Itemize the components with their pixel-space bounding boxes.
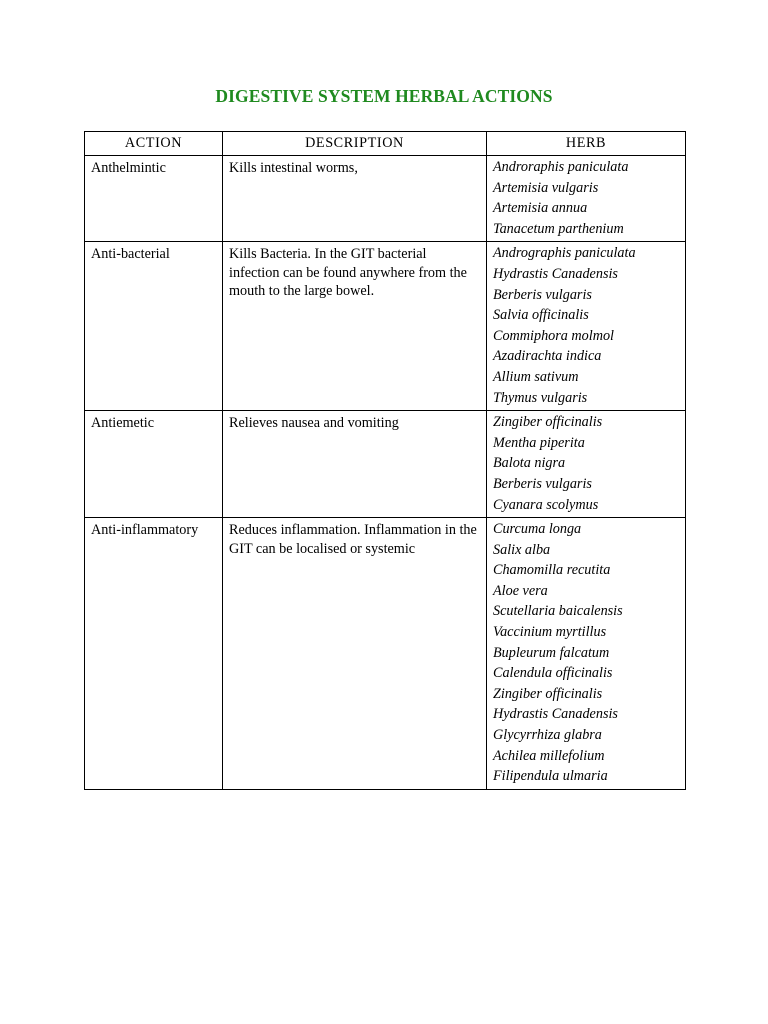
herb-item: Tanacetum parthenium (493, 220, 624, 237)
action-cell: Anti-bacterial (85, 242, 223, 411)
description-cell: Reduces inflammation. Inflammation in the GIT can be localised or systemic (223, 518, 487, 790)
herb-cell (487, 156, 686, 242)
herb-item: Allium sativum (493, 368, 579, 385)
herbal-actions-table (84, 131, 686, 790)
herb-item: Aloe vera (493, 582, 548, 599)
herb-list (493, 519, 679, 787)
herb-item: Bupleurum falcatum (493, 644, 610, 661)
header-row (85, 132, 686, 156)
table-row (85, 156, 686, 242)
herb-item: Cyanara scolymus (493, 496, 599, 513)
herb-item: Azadirachta indica (493, 348, 602, 365)
herb-item: Berberis vulgaris (493, 286, 592, 303)
action-cell: Anti-inflammatory (85, 518, 223, 790)
table-row (85, 518, 686, 790)
description-cell: Relieves nausea and vomiting (223, 411, 487, 518)
herb-cell (487, 518, 686, 790)
table-body (85, 156, 686, 790)
herb-list (493, 157, 679, 239)
header-herb: HERB (487, 132, 686, 156)
herb-cell (487, 411, 686, 518)
herb-item: Calendula officinalis (493, 665, 613, 682)
herb-item: Zingiber officinalis (493, 414, 603, 431)
header-action: ACTION (85, 132, 223, 156)
herb-item: Thymus vulgaris (493, 389, 588, 406)
herb-item: Chamomilla recutita (493, 562, 611, 579)
herb-item: Balota nigra (493, 455, 566, 472)
herb-item: Androraphis paniculata (493, 159, 629, 175)
herb-item: Zingiber officinalis (493, 685, 603, 702)
herb-item: Achilea millefolium (493, 747, 605, 764)
herb-item: Salix alba (493, 541, 551, 558)
herb-item: Filipendula ulmaria (493, 768, 608, 785)
herb-item: Vaccinium myrtillus (493, 624, 607, 641)
herb-item: Hydrastis Canadensis (493, 265, 618, 282)
description-cell: Kills Bacteria. In the GIT bacterial infection can be found anywhere from the mouth to the large bowel. (223, 242, 487, 411)
herb-item: Commiphora molmol (493, 327, 614, 344)
action-cell: Anthelmintic (85, 156, 223, 242)
action-cell: Antiemetic (85, 411, 223, 518)
herb-item: Artemisia annua (493, 200, 588, 217)
table-row (85, 411, 686, 518)
table-header (85, 132, 686, 156)
herb-item: Andrographis paniculata (493, 245, 636, 262)
herb-item: Curcuma longa (493, 521, 582, 538)
herb-item: Artemisia vulgaris (493, 179, 599, 196)
herb-item: Salvia officinalis (493, 307, 589, 324)
header-description: DESCRIPTION (223, 132, 487, 156)
herb-item: Glycyrrhiza glabra (493, 727, 602, 744)
herb-item: Berberis vulgaris (493, 475, 592, 492)
herb-item: Scutellaria baicalensis (493, 603, 623, 620)
description-cell: Kills intestinal worms, (223, 156, 487, 242)
page-title: DIGESTIVE SYSTEM HERBAL ACTIONS (215, 86, 553, 106)
herb-list (493, 243, 679, 408)
table-row (85, 242, 686, 411)
herb-cell (487, 242, 686, 411)
herb-item: Mentha piperita (493, 434, 585, 451)
herb-item: Hydrastis Canadensis (493, 706, 618, 723)
herb-list (493, 412, 679, 515)
